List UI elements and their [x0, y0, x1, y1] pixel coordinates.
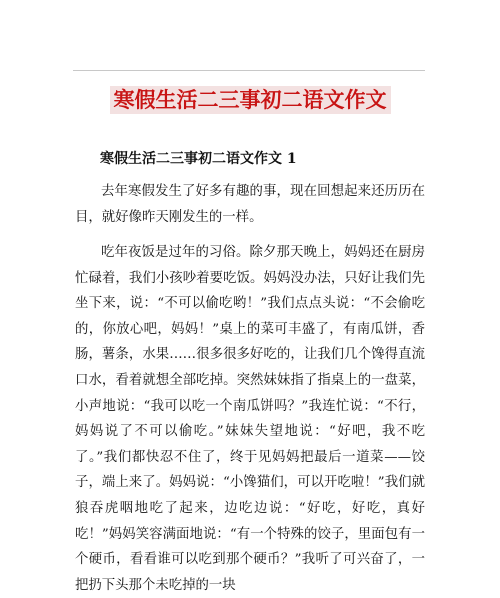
page-title: 寒假生活二三事初二语文作文: [110, 86, 391, 114]
article-paragraph-1: 去年寒假发生了好多有趣的事，现在回想起来还历历在目，就好像昨天刚发生的一样。: [75, 184, 425, 225]
article-paragraph-2: 吃年夜饭是过年的习俗。除夕那天晚上，妈妈还在厨房忙碌着，我们小孩吵着要吃饭。妈妈没办法，只好让我们先坐下来，说：“不可以偷吃哟！”我们点点头说：“不会偷吃的，你放心吧，妈妈！”桌上的菜可丰盛了，有南瓜饼，香肠，薯条，水果……很多很多好吃的，让我们几个馋得直流口水，看着就想全部吃掉。突然妹妹指了指桌上的一盘菜，小声地说：“我可以吃一个南瓜饼吗？”我连忙说：“不行，妈妈说了不可以偷吃。”妹妹失望地说：“好吧，我不吃了。”我们都快忍不住了，终于见妈妈把最后一道菜——饺子，端上来了。妈妈说：“小馋猫们，可以开吃啦！”我们就狼吞虎咽地吃了起来，边吃边说：“好吃，好吃，真好吃！”妈妈笑容满面地说：“有一个特殊的饺子，里面包有一个硬币，看看谁可以吃到那个硬币？”我听了可兴奋了，一把扔下头那个未吃掉的一块: [75, 245, 425, 593]
article-subtitle: 寒假生活二三事初二语文作文 1: [100, 151, 297, 167]
top-divider: [73, 70, 425, 71]
title-container: [0, 86, 500, 114]
